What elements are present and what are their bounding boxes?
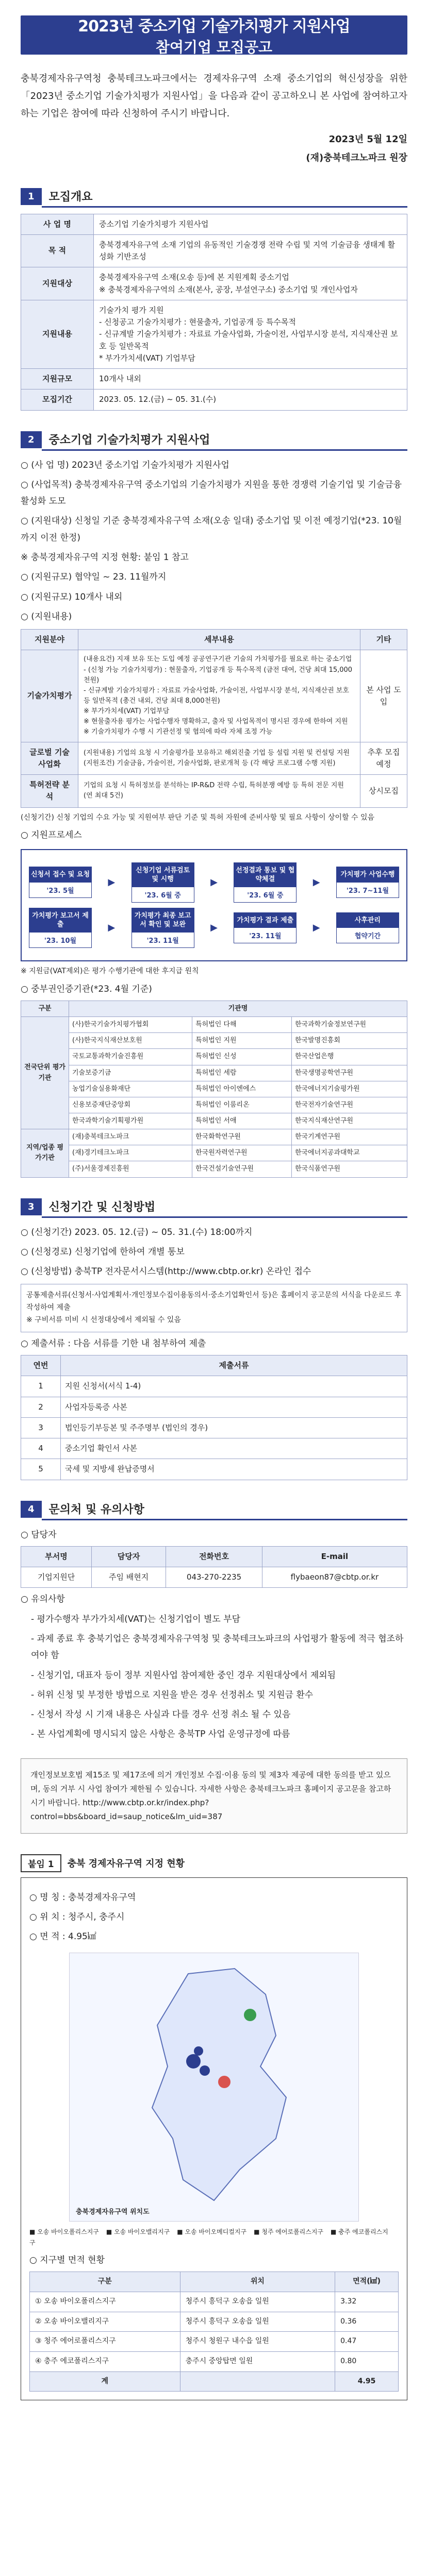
dist-title-text: 지구별 면적 현황	[40, 2255, 105, 2265]
zone-marker-osong-biomedical	[194, 2046, 203, 2056]
flow-title-text: 지원프로세스	[31, 830, 82, 841]
zone-legend-text: 오송 바이오폴리스지구	[37, 2228, 99, 2235]
zone-legend	[29, 2227, 399, 2249]
note-item: - 평가수행자 부가가치세(VAT)는 신청기업이 별도 부담	[31, 1614, 241, 1624]
section-number: 1	[21, 188, 42, 205]
agency-row	[21, 1081, 407, 1097]
doc-row	[21, 1376, 407, 1397]
agency-row	[21, 1113, 407, 1129]
dist-cell: ④ 충주 에코폴리스지구	[30, 2351, 180, 2371]
zone-legend-text: 오송 바이오밸리지구	[114, 2228, 170, 2235]
agency-name: (재)경기테크노파크	[69, 1145, 192, 1161]
agency-name: 한국과학기술정보연구원	[291, 1017, 407, 1033]
support-note: (신청기간) 신청 기업의 수요 가능 및 지원여부 판단 기준 및 특허 자원에 준비사항 및 필요 사항이 상이할 수 있음	[21, 813, 375, 822]
bullet-text: (지원대상) 신청일 기준 충북경제자유구역 소재(오송 일대) 중소기업 및 이전 예정기업(*23. 10월까지 이전 한정)	[21, 516, 402, 543]
agency-name: 국토교통과학기술진흥원	[69, 1049, 192, 1065]
bullet-item: ○ (지원규모) 협약일 ~ 23. 11월까지	[21, 572, 167, 583]
zone-legend-text: 청주 에어로폴리스지구	[261, 2228, 324, 2235]
agency-name: 특허법인 서애	[192, 1113, 292, 1129]
flow-step	[29, 867, 92, 898]
agency-table	[21, 1001, 407, 1178]
agency-name: 한국에너지공과대학교	[291, 1145, 407, 1161]
doc-list-intro-text: 제출서류 : 다음 서류를 기한 내 첨부하여 제출	[31, 1338, 206, 1349]
contact-cell: 043-270-2235	[166, 1567, 262, 1588]
agency-name: 한국기계연구원	[291, 1129, 407, 1145]
flow-step-title: 사후관리	[337, 913, 399, 928]
overview-row	[21, 389, 407, 410]
flow-step-date: '23. 11월	[249, 933, 282, 941]
overview-key: 목 적	[21, 234, 94, 267]
zone-legend-item: ■ 충주 에코폴리스지구	[29, 2228, 388, 2247]
support-etc: 상시모집	[360, 775, 407, 808]
dist-cell: 청주시 청원구 내수읍 일원	[180, 2332, 335, 2352]
dist-cell: 충주시 중앙탑면 일원	[180, 2351, 335, 2371]
section-number: 4	[21, 1501, 42, 1518]
contact-header-cell: E-mail	[262, 1546, 407, 1567]
bullet-item: ○ (신청방법) 충북TP 전자문서시스템(http://www.cbtp.or.kr) 온라인 접수	[21, 1266, 311, 1277]
agency-title-text: 중부권인증기관(*23. 4월 기준)	[31, 984, 152, 994]
annex-info	[29, 1889, 399, 1945]
bullet-text: (지원규모) 10개사 내외	[31, 591, 123, 602]
zone-map-graphic	[70, 1953, 358, 2221]
title-line-1: 2023년 중소기업 기술가치평가 지원사업	[78, 18, 350, 36]
agency-name: 한국발명진흥회	[291, 1033, 407, 1049]
agency-name: 특허법인 지원	[192, 1033, 292, 1049]
zone-legend-item: ■ 오송 바이오메디컬지구	[177, 2228, 247, 2235]
bullet-text: (신청방법) 충북TP 전자문서시스템(http://www.cbtp.or.kr) 온라인 접수	[31, 1266, 311, 1277]
overview-value: 2023. 05. 12.(금) ~ 05. 31.(수)	[94, 389, 407, 410]
agency-row	[21, 1065, 407, 1081]
dist-header-cell: 위치	[180, 2272, 335, 2292]
flow-step-title: 가치평가 결과 제출	[234, 913, 296, 928]
agency-row	[21, 1097, 407, 1113]
annex-tag: 붙임 1	[21, 1854, 61, 1872]
notes-list	[21, 1611, 407, 1743]
bullet-text: (신청기간) 2023. 05. 12.(금) ~ 05. 31.(수) 18:00까지	[31, 1227, 253, 1238]
zone-legend-item: ■ 오송 바이오밸리지구	[106, 2228, 170, 2235]
contact-title: ○ 담당자	[21, 1529, 57, 1540]
bullet-text: (지원규모) 협약일 ~ 23. 11월까지	[31, 572, 167, 583]
dist-row	[30, 2312, 399, 2332]
support-detail: 기업의 요청 시 특허정보를 분석하는 IP-R&D 전략 수립, 특허분쟁 예방 등 특허 전문 지원 (연 최대 5건)	[78, 775, 360, 808]
annex-info-line: ○ 면 적 : 4.95㎢	[29, 1931, 96, 1942]
zone-legend-item: ■ 오송 바이오폴리스지구	[29, 2228, 99, 2235]
section-title: 신청기간 및 신청방법	[42, 1196, 407, 1218]
agency-name: 한국지식재산연구원	[291, 1113, 407, 1129]
overview-key: 지원내용	[21, 300, 94, 368]
agency-row	[21, 1049, 407, 1065]
contact-title-text: 담당자	[31, 1529, 57, 1540]
bullet-text: ※ 충북경제자유구역 지정 현황: 붙임 1 참고	[21, 552, 189, 563]
flow-step-date: '23. 11월	[146, 937, 179, 945]
dist-total-cell: 계	[30, 2371, 180, 2392]
agency-name: 한국과학기술기획평가원	[69, 1113, 192, 1129]
privacy-notice: 개인정보보호법 제15조 및 제17조에 의거 개인정보 수집·이용 동의 및 제3자 제공에 대한 동의를 받고 있으며, 동의 거부 시 사업 참여가 제한될 수 있습니다. 자세한 사항은 충북테크노파크 홈페이지 공고문을 참고하시기 바랍니다. http://www.cbtp.or.kr/index.php?control=bbs&board_id=saup_notice&lm_uid=387	[21, 1758, 407, 1834]
contact-header-cell: 담당자	[92, 1546, 166, 1567]
flow-step	[29, 908, 92, 948]
dist-row	[30, 2351, 399, 2371]
bullet-item: ○ (사 업 명) 2023년 중소기업 기술가치평가 지원사업	[21, 460, 229, 470]
zone-legend-text: 충주 에코폴리스지구	[29, 2228, 388, 2247]
overview-row	[21, 369, 407, 389]
doc-number: 5	[21, 1459, 61, 1480]
agency-name: 특허법인 이룸리온	[192, 1097, 292, 1113]
support-row	[21, 650, 407, 742]
agency-header-row	[21, 1001, 407, 1016]
doc-row	[21, 1417, 407, 1438]
contact-header-cell: 전화번호	[166, 1546, 262, 1567]
doc-header-cell: 제출서류	[61, 1355, 407, 1376]
agency-name: 한국건설기술연구원	[192, 1161, 292, 1177]
overview-value: 중소기업 기술가치평가 지원사업	[94, 214, 407, 234]
doc-number: 2	[21, 1397, 61, 1417]
agency-row	[21, 1129, 407, 1145]
bullet-item: ○ (신청기간) 2023. 05. 12.(금) ~ 05. 31.(수) 18:00까지	[21, 1227, 253, 1238]
dist-total-row	[30, 2371, 399, 2392]
agency-header-cell: 기관명	[69, 1001, 407, 1016]
agency-name: 한국에너지기술평가원	[291, 1081, 407, 1097]
note-item: - 신청서 작성 시 기재 내용은 사실과 다를 경우 선정 취소 될 수 있음	[31, 1709, 291, 1720]
overview-key: 지원대상	[21, 267, 94, 300]
flow-step-title: 신청기업 서류검토 및 시행	[132, 863, 194, 887]
agency-name: 특허법인 세람	[192, 1065, 292, 1081]
doc-row	[21, 1397, 407, 1417]
document-list-table	[21, 1355, 407, 1480]
flow-step	[234, 862, 297, 903]
annex-info-line: ○ 명 칭 : 충북경제자유구역	[29, 1892, 136, 1903]
agency-title: ○ 중부권인증기관(*23. 4월 기준)	[21, 984, 152, 994]
agency-name: 한국산업은행	[291, 1049, 407, 1065]
bullet-text: (사 업 명) 2023년 중소기업 기술가치평가 지원사업	[31, 460, 229, 470]
notes-title-text: 유의사항	[31, 1594, 65, 1605]
note-text: 신청서 작성 시 기재 내용은 사실과 다를 경우 선정 취소 될 수 있음	[37, 1709, 291, 1720]
zone-marker-osong-biovalley	[200, 2065, 210, 2076]
flow-step	[131, 862, 194, 903]
flow-step-title: 선정결과 통보 및 협약체결	[234, 863, 296, 887]
doc-header-row	[21, 1355, 407, 1376]
flow-row-top	[29, 862, 399, 903]
dist-cell: ③ 청주 에어로폴리스지구	[30, 2332, 180, 2352]
doc-name: 지원 신청서(서식 1-4)	[61, 1376, 407, 1397]
support-header-row	[21, 630, 407, 650]
overview-value: 충북경제자유구역 소재 기업의 유동적인 기술경쟁 전략 수립 및 지역 기술금융 생태계 활성화 기반조성	[94, 234, 407, 267]
zone-legend-text: 오송 바이오메디컬지구	[185, 2228, 247, 2235]
bullet-text: (사업목적) 충북경제자유구역 중소기업의 기술가치평가 지원을 통한 경쟁력 기술기업 및 기술금융 활성화 도모	[21, 479, 402, 507]
note-text: 신청기업, 대표자 등이 정부 지원사업 참여제한 중인 경우 지원대상에서 제외됨	[37, 1670, 336, 1681]
arrow-right-icon: ▶	[108, 877, 116, 888]
method-note: 공통제출서류(신청서·사업계획서·개인정보수집이용동의서·중소기업확인서 등)은 홈페이지 공고문의 서식을 다운로드 후 작성하여 제출 ※ 구비서류 미비 시 선정대상에서 제외될 수 있음	[21, 1284, 407, 1332]
agency-name: 한국식품연구원	[291, 1161, 407, 1177]
bullet-item	[21, 549, 407, 566]
section-title: 문의처 및 유의사항	[42, 1499, 407, 1520]
agency-name: 한국생명공학연구원	[291, 1065, 407, 1081]
support-header-cell: 지원분야	[21, 630, 78, 650]
section-3-header	[21, 1196, 407, 1218]
agency-name: (사)한국지식재산보호원	[69, 1033, 192, 1049]
zone-map	[69, 1953, 359, 2222]
map-container	[29, 1953, 399, 2222]
dist-cell: 0.47	[335, 2332, 399, 2352]
overview-value: 충북경제자유구역 소재(오송 등)에 본 지원계획 중소기업 ※ 충북경제자유구역의 소재(본사, 공장, 부설연구소) 중소기업 및 개인사업자	[94, 267, 407, 300]
bullet-item: ○ (사업목적) 충북경제자유구역 중소기업의 기술가치평가 지원을 통한 경쟁력 기술기업 및 기술금융 활성화 도모	[21, 479, 402, 507]
support-content-table	[21, 629, 407, 807]
dist-cell: ① 오송 바이오폴리스지구	[30, 2292, 180, 2312]
support-row	[21, 775, 407, 808]
announcement-signature	[21, 130, 407, 167]
agency-name: 한국화학연구원	[192, 1129, 292, 1145]
dist-cell: 청주시 흥덕구 오송읍 일원	[180, 2312, 335, 2332]
agency-name: (재)충북테크노파크	[69, 1129, 192, 1145]
notes-title: ○ 유의사항	[21, 1594, 65, 1605]
agency-name: (사)한국기술가치평가협회	[69, 1017, 192, 1033]
agency-header-cell: 구분	[21, 1001, 69, 1016]
note-text: 본 사업계획에 명시되지 않은 사항은 충북TP 사업 운영규정에 따름	[37, 1729, 290, 1740]
map-label: 충북경제자유구역 위치도	[76, 2208, 150, 2216]
flow-note: ※ 지원금(VAT제외)은 평가 수행기관에 대한 후지급 원칙	[21, 967, 199, 975]
doc-header-cell: 연번	[21, 1355, 61, 1376]
arrow-right-icon: ▶	[210, 922, 218, 934]
doc-number: 3	[21, 1417, 61, 1438]
flow-step	[336, 867, 399, 898]
agency-name: 한국원자력연구원	[192, 1145, 292, 1161]
title-line-2: 참여기업 모집공고	[155, 39, 273, 56]
overview-key: 사 업 명	[21, 214, 94, 234]
bullet-item: ○ (신청경로) 신청기업에 한하여 개별 통보	[21, 1246, 185, 1257]
arrow-right-icon: ▶	[108, 922, 116, 934]
announcement-date: 2023년 5월 12일	[328, 133, 407, 145]
flow-step-title: 가치평가 보고서 제출	[29, 908, 91, 933]
note-text: 평가수행자 부가가치세(VAT)는 신청기업이 별도 부담	[37, 1614, 241, 1624]
agency-name: 한국전자기술연구원	[291, 1097, 407, 1113]
note-item: - 허위 신청 및 부정한 방법으로 지원을 받은 경우 선정취소 및 지원금 환수	[31, 1689, 314, 1700]
zone-marker-chungju-ecopolis	[244, 2009, 256, 2021]
section-number: 2	[21, 431, 42, 448]
doc-name: 법인등기부등본 및 주주명부 (법인의 경우)	[61, 1417, 407, 1438]
overview-row	[21, 300, 407, 368]
dist-row	[30, 2292, 399, 2312]
section-2-header	[21, 429, 407, 451]
contact-header-row	[21, 1546, 407, 1567]
section-3-bullets	[21, 1224, 407, 1280]
overview-row	[21, 267, 407, 300]
bullet-item: ○ (지원내용)	[21, 611, 72, 622]
doc-name: 국세 및 지방세 완납증명서	[61, 1459, 407, 1480]
bullet-text: (신청경로) 신청기업에 한하여 개별 통보	[31, 1246, 185, 1257]
support-etc: 본 사업 도입	[360, 650, 407, 742]
note-item: - 과제 종료 후 충북기업은 충북경제자유구역청 및 충북테크노파크의 사업평가 활동에 적극 협조하여야 함	[31, 1634, 404, 1661]
flow-step-title: 신청서 접수 및 요청	[29, 867, 91, 883]
agency-row	[21, 1033, 407, 1049]
dist-total-cell	[180, 2371, 335, 2392]
doc-number: 4	[21, 1438, 61, 1459]
agency-name: 신용보증재단중앙회	[69, 1097, 192, 1113]
arrow-right-icon: ▶	[210, 877, 218, 888]
agency-name: 기술보증기금	[69, 1065, 192, 1081]
agency-name: 특허법인 아이엔에스	[192, 1081, 292, 1097]
zone-marker-osong-biopolis	[186, 2054, 201, 2069]
note-item: - 본 사업계획에 명시되지 않은 사항은 충북TP 사업 운영규정에 따름	[31, 1729, 290, 1740]
annex-header	[21, 1854, 407, 1872]
contact-table	[21, 1546, 407, 1588]
agency-name: 특허법인 신성	[192, 1049, 292, 1065]
overview-value: 10개사 내외	[94, 369, 407, 389]
section-4-header	[21, 1499, 407, 1520]
overview-value: 기술가치 평가 지원 - 신청공고 기술가치평가 : 현물출자, 기업공개 등 특수목적 - 신규계발 기술가치평가 : 자료료 가술사업화, 가술이전, 사업부시장 분석, 지식재산권 보호 등 일반목적 * 부가가치세(VAT) 기업부담	[94, 300, 407, 368]
process-flow-diagram	[21, 849, 407, 961]
dist-cell: 0.36	[335, 2312, 399, 2332]
flow-row-bottom	[29, 908, 399, 948]
bullet-text: (지원내용)	[31, 611, 72, 622]
support-header-cell: 기타	[360, 630, 407, 650]
flow-step-date: '23. 6월 중	[144, 891, 181, 900]
bullet-item: ○ (지원규모) 10개사 내외	[21, 591, 123, 602]
arrow-right-icon: ▶	[312, 877, 320, 888]
doc-row	[21, 1438, 407, 1459]
dist-cell: 3.32	[335, 2292, 399, 2312]
flow-step	[336, 912, 399, 944]
agency-row	[21, 1145, 407, 1161]
contact-cell[interactable]: flybaeon87@cbtp.or.kr	[262, 1567, 407, 1588]
zone-marker-cheongju-aeropolis	[218, 2076, 231, 2088]
dist-cell: 청주시 흥덕구 오송읍 일원	[180, 2292, 335, 2312]
contact-header-cell: 부서명	[21, 1546, 92, 1567]
dist-cell: 0.80	[335, 2351, 399, 2371]
intro-paragraph: 충북경제자유구역청 충북테크노파크에서는 경제자유구역 소재 중소기업의 혁신성장을 위한 「2023년 중소기업 기술가치평가 지원사업」을 다음과 같이 공고하오니 본 사업에 참여하고자 하는 기업은 참여에 따라 신청하여 주시기 바랍니다.	[21, 73, 407, 120]
agency-name: 농업기술실용화재단	[69, 1081, 192, 1097]
overview-row	[21, 214, 407, 234]
section-title: 중소기업 기술가치평가 지원사업	[42, 429, 407, 451]
support-etc: 추후 모집예정	[360, 742, 407, 775]
flow-step-title: 가치평가 사업수행	[337, 867, 399, 883]
overview-row	[21, 234, 407, 267]
zone-area-table	[29, 2272, 399, 2392]
agency-row	[21, 1161, 407, 1177]
section-title: 모집개요	[42, 186, 407, 208]
annex-info-line: ○ 위 치 : 청주시, 충주시	[29, 1912, 125, 1923]
contact-cell: 주임 배현지	[92, 1567, 166, 1588]
dist-total-cell: 4.95	[335, 2371, 399, 2392]
flow-step-date: '23. 5월	[46, 887, 74, 895]
doc-name: 중소기업 확인서 사본	[61, 1438, 407, 1459]
dist-header-row	[30, 2272, 399, 2292]
contact-row	[21, 1567, 407, 1588]
support-detail: (내용요건) 지재 보유 또는 도입 예정 공공연구기관 기술의 가치평가를 필요로 하는 중소기업 - (신청 가능 기술가치평가) : 현물출자, 기업공개 등 특수목적 (금전 대여, 건당 최대 15,000천원) - 신규계발 기술가치평가 : 자료료 가술사업화, 가술이전, 사업부시장 분석, 지식재산권 보호 등 일반목적 (총건 내외, 건당 최대 8,000천원) ※ 부가가치세(VAT) 기업부담 ※ 현물출자용 평가는 사업수행자 명확하고, 출자 및 사업목적이 명시된 경우에 한하여 지원 ※ 기술가치평가 수행 시 기관선정 및 협의에 따라 자체 조정 가능	[78, 650, 360, 742]
dist-header-cell: 면적(㎢)	[335, 2272, 399, 2292]
agency-name: (주)서울경제진흥원	[69, 1161, 192, 1177]
note-text: 과제 종료 후 충북기업은 충북경제자유구역청 및 충북테크노파크의 사업평가 활동에 적극 협조하여야 함	[31, 1634, 404, 1661]
section-2-bullets	[21, 457, 407, 625]
doc-list-intro: ○ 제출서류 : 다음 서류를 기한 내 첨부하여 제출	[21, 1338, 206, 1349]
arrow-right-icon: ▶	[312, 922, 320, 934]
dist-header-cell: 구분	[30, 2272, 180, 2292]
flow-step-date: '23. 7~11월	[346, 887, 389, 895]
overview-key: 지원규모	[21, 369, 94, 389]
flow-step	[234, 912, 297, 944]
contact-cell: 기업지원단	[21, 1567, 92, 1588]
dist-row	[30, 2332, 399, 2352]
flow-step-date: '23. 6월 중	[247, 891, 284, 900]
announcement-title-banner	[21, 15, 407, 55]
agency-group: 전국단위 평가기관	[21, 1017, 69, 1129]
support-header-cell: 세부내용	[78, 630, 360, 650]
note-item: - 신청기업, 대표자 등이 정부 지원사업 참여제한 중인 경우 지원대상에서 제외됨	[31, 1670, 336, 1681]
overview-table	[21, 214, 407, 411]
dist-title: ○ 지구별 면적 현황	[29, 2255, 105, 2265]
annex-title: 충북 경제자유구역 지정 현황	[67, 1858, 185, 1870]
section-1-header	[21, 186, 407, 208]
bullet-item: ○ (지원대상) 신청일 기준 충북경제자유구역 소재(오송 일대) 중소기업 및 이전 예정기업(*23. 10월까지 이전 한정)	[21, 516, 402, 543]
support-detail: (지원내용) 기업의 요청 시 기술평가를 보유하고 해외진출 기업 등 설립 지원 및 컨설팅 지원 (지원조건) 기술금융, 가술이전, 기술사업화, 판로개척 등 (각 해당 프로그램 수행 지원)	[78, 742, 360, 775]
doc-name: 사업자등록증 사본	[61, 1397, 407, 1417]
note-text: 허위 신청 및 부정한 방법으로 지원을 받은 경우 선정취소 및 지원금 환수	[37, 1689, 314, 1700]
agency-group: 지역/업종 평가기관	[21, 1129, 69, 1177]
agency-name: 특허법인 다해	[192, 1017, 292, 1033]
annex-body	[21, 1877, 407, 2401]
section-number: 3	[21, 1198, 42, 1215]
flow-step-title: 가치평가 최종 보고서 확인 및 보완	[132, 908, 194, 933]
flow-step	[131, 908, 194, 948]
overview-key: 모집기간	[21, 389, 94, 410]
doc-number: 1	[21, 1376, 61, 1397]
support-field: 특허전략 분석	[21, 775, 78, 808]
support-row	[21, 742, 407, 775]
support-field: 기술가치평가	[21, 650, 78, 742]
flow-step-date: '23. 10월	[44, 937, 77, 945]
flow-title: ○ 지원프로세스	[21, 830, 82, 841]
agency-row	[21, 1017, 407, 1033]
issuer-name: (재)충북테크노파크 원장	[306, 152, 407, 163]
dist-cell: ② 오송 바이오밸리지구	[30, 2312, 180, 2332]
doc-row	[21, 1459, 407, 1480]
support-field: 글로벌 기술사업화	[21, 742, 78, 775]
zone-legend-item: ■ 청주 에어로폴리스지구	[254, 2228, 324, 2235]
flow-step-date: 협약기간	[354, 933, 381, 941]
